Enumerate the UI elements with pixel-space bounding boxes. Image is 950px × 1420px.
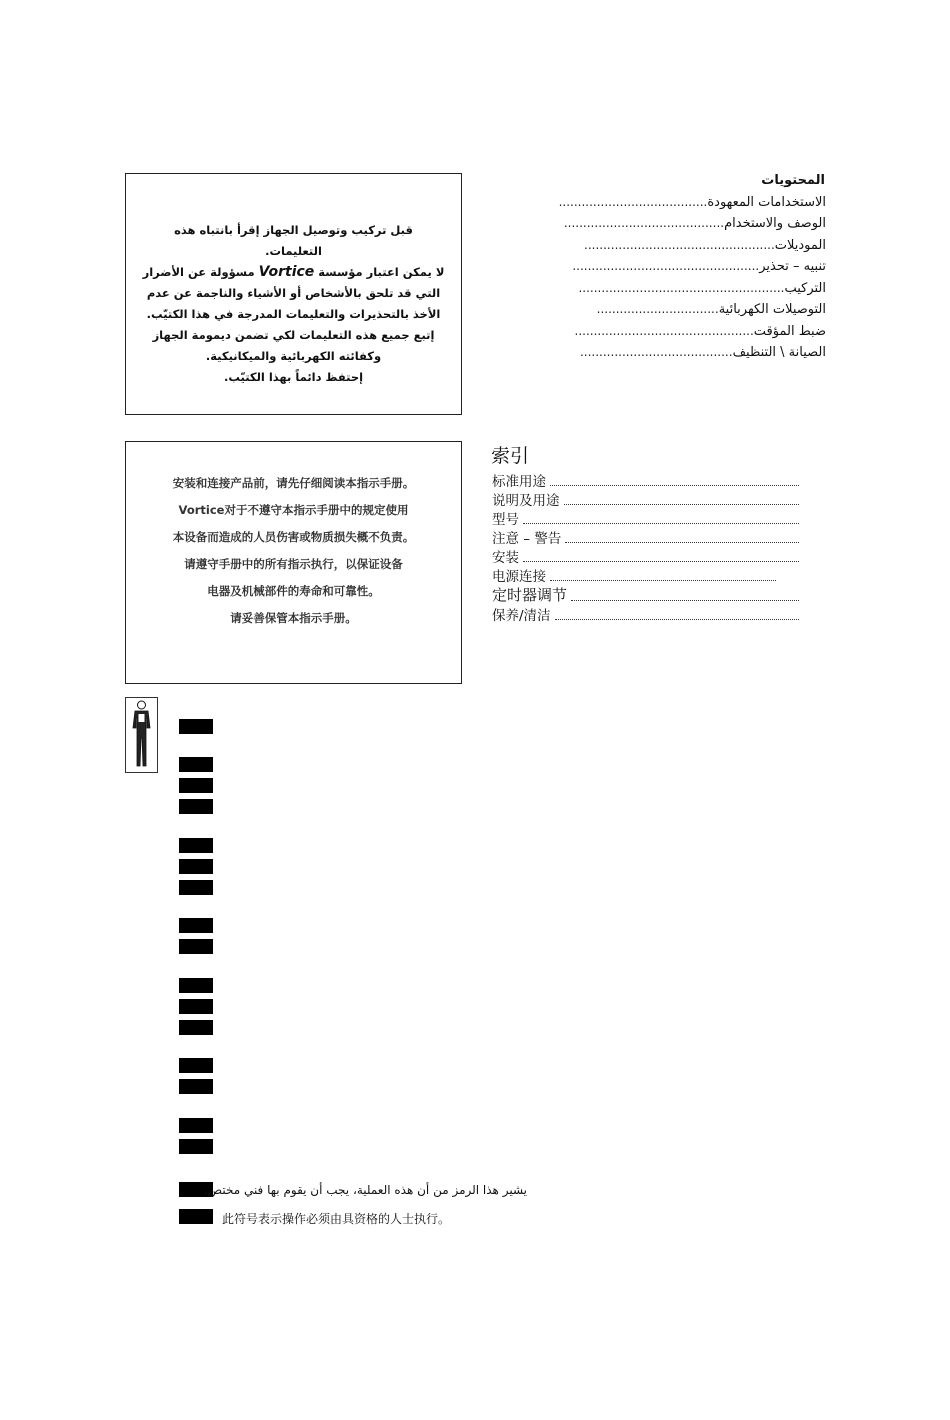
arabic-toc-item[interactable] — [510, 345, 826, 365]
toc-leader: .................................................. — [584, 238, 775, 252]
toc-leader — [555, 618, 799, 620]
arabic-toc-item[interactable] — [510, 216, 826, 236]
brand-name: Vortice — [258, 264, 315, 280]
symbol-block — [179, 838, 213, 853]
toc-leader: ........................................ — [579, 345, 733, 359]
arabic-warning-line: التعليمات. — [265, 244, 322, 258]
symbol-block — [179, 859, 213, 874]
arabic-warning-line: إتبع جميع هذه التعليمات لكي تضمن ديمومة الجهاز — [152, 328, 435, 342]
toc-label: التوصيلات الكهربائية — [718, 302, 826, 317]
symbol-block — [179, 719, 213, 734]
arabic-toc-item[interactable] — [510, 324, 826, 344]
toc-label: ضبط المؤقت — [753, 324, 826, 339]
toc-leader: ....................................... — [558, 195, 708, 209]
arabic-warning-box — [125, 173, 462, 415]
toc-label: الاستخدامات المعهودة — [707, 195, 826, 210]
toc-leader — [571, 599, 799, 601]
chinese-toc-item[interactable] — [492, 490, 799, 509]
arabic-warning-line — [140, 262, 447, 283]
toc-leader — [523, 560, 799, 562]
arabic-warning-line: إحتفظ دائماً بهذا الكتيّب. — [223, 370, 364, 384]
toc-label: 电源连接 — [492, 569, 546, 585]
symbol-block — [179, 799, 213, 814]
symbol-block — [179, 939, 213, 954]
chinese-toc-item[interactable] — [492, 547, 799, 566]
chinese-warning-line: 本设备而造成的人员伤害或物质损失概不负责。 — [172, 530, 415, 544]
toc-label: 说明及用途 — [492, 493, 560, 509]
chinese-warning-line: 请遵守手册中的所有指示执行，以保证设备 — [184, 557, 403, 571]
arabic-toc-item[interactable] — [510, 281, 826, 301]
chinese-warning-line: Vortice对于不遵守本指示手册中的规定使用 — [178, 503, 409, 517]
toc-label: الموديلات — [774, 238, 826, 253]
arabic-warning-line: وكفائته الكهربائية والميكانيكية. — [205, 349, 382, 363]
arabic-contents-title: المحتويات — [761, 173, 825, 188]
chinese-toc-item[interactable] — [492, 509, 799, 528]
toc-label: 标准用途 — [492, 474, 546, 490]
symbol-block — [179, 1079, 213, 1094]
symbol-block — [179, 757, 213, 772]
toc-leader — [565, 541, 799, 543]
symbol-block — [179, 999, 213, 1014]
symbol-block — [179, 1209, 213, 1224]
chinese-toc-item[interactable] — [492, 566, 776, 585]
chinese-warning-box — [125, 441, 462, 684]
toc-label: 安装 — [492, 550, 519, 566]
toc-label: الصيانة \ التنظيف — [732, 345, 826, 360]
toc-leader: ................................ — [596, 302, 719, 316]
toc-label: التركيب — [784, 281, 826, 296]
chinese-toc-item[interactable] — [492, 471, 799, 490]
toc-leader: ............................................... — [574, 324, 754, 338]
chinese-index-title: 索引 — [491, 445, 530, 467]
chinese-toc-item[interactable] — [492, 528, 799, 547]
toc-label: 型号 — [492, 512, 519, 528]
arabic-warning-line: التي قد تلحق بالأشخاص أو الأشياء والناجمة عن عدم — [146, 286, 441, 300]
arabic-warning-text — [140, 220, 447, 388]
symbol-block — [179, 1118, 213, 1133]
arabic-toc-item[interactable] — [510, 259, 826, 279]
arabic-warning-line3-prefix: لا يمكن اعتبار مؤسسة — [318, 265, 445, 279]
symbol-block — [179, 880, 213, 895]
symbol-block — [179, 1058, 213, 1073]
chinese-warning-line: 安装和连接产品前，请先仔细阅读本指示手册。 — [172, 476, 415, 490]
symbol-block — [179, 978, 213, 993]
arabic-toc-item[interactable] — [510, 238, 826, 258]
toc-leader: ...................................................... — [578, 281, 785, 295]
chinese-warning-line: 请妥善保管本指示手册。 — [230, 611, 357, 625]
arabic-warning-line: الأخذ بالتحذيرات والتعليمات المدرجة في هذا الكتيّب. — [146, 307, 441, 321]
chinese-warning-line: 电器及机械部件的寿命和可靠性。 — [207, 584, 380, 598]
arabic-toc-item[interactable] — [510, 302, 826, 322]
legend-chinese-text: 此符号表示操作必须由具资格的人士执行。 — [222, 1212, 451, 1226]
toc-leader — [550, 484, 799, 486]
toc-leader — [550, 579, 776, 581]
toc-leader — [564, 503, 800, 505]
toc-leader: .......................................... — [563, 216, 725, 230]
symbol-block — [179, 1139, 213, 1154]
technician-figure-icon — [125, 697, 158, 773]
toc-leader — [523, 522, 799, 524]
arabic-warning-line: قبل تركيب وتوصيل الجهاز إقرأ بانتباه هذه — [174, 223, 413, 237]
symbol-block — [179, 778, 213, 793]
toc-label: الوصف والاستخدام — [724, 216, 826, 231]
chinese-toc-item[interactable] — [492, 586, 799, 605]
symbol-block — [179, 1020, 213, 1035]
arabic-warning-line3-suffix: مسؤولة عن الأضرار — [142, 265, 255, 279]
technician-figure-svg — [126, 698, 157, 772]
chinese-warning-text — [136, 470, 451, 632]
toc-leader: ................................................. — [572, 259, 760, 273]
toc-label: تنبيه – تحذير — [759, 259, 826, 274]
chinese-toc-item[interactable] — [492, 605, 799, 624]
toc-label: 保养/清洁 — [492, 608, 551, 624]
toc-label: 注意 – 警告 — [492, 531, 562, 547]
symbol-block — [179, 918, 213, 933]
legend-arabic-text: يشير هذا الرمز من أن هذه العملية، يجب أن يقوم بها فني مختص. — [203, 1183, 527, 1197]
arabic-toc-item[interactable] — [510, 195, 826, 215]
toc-label: 定时器调节 — [492, 586, 568, 604]
